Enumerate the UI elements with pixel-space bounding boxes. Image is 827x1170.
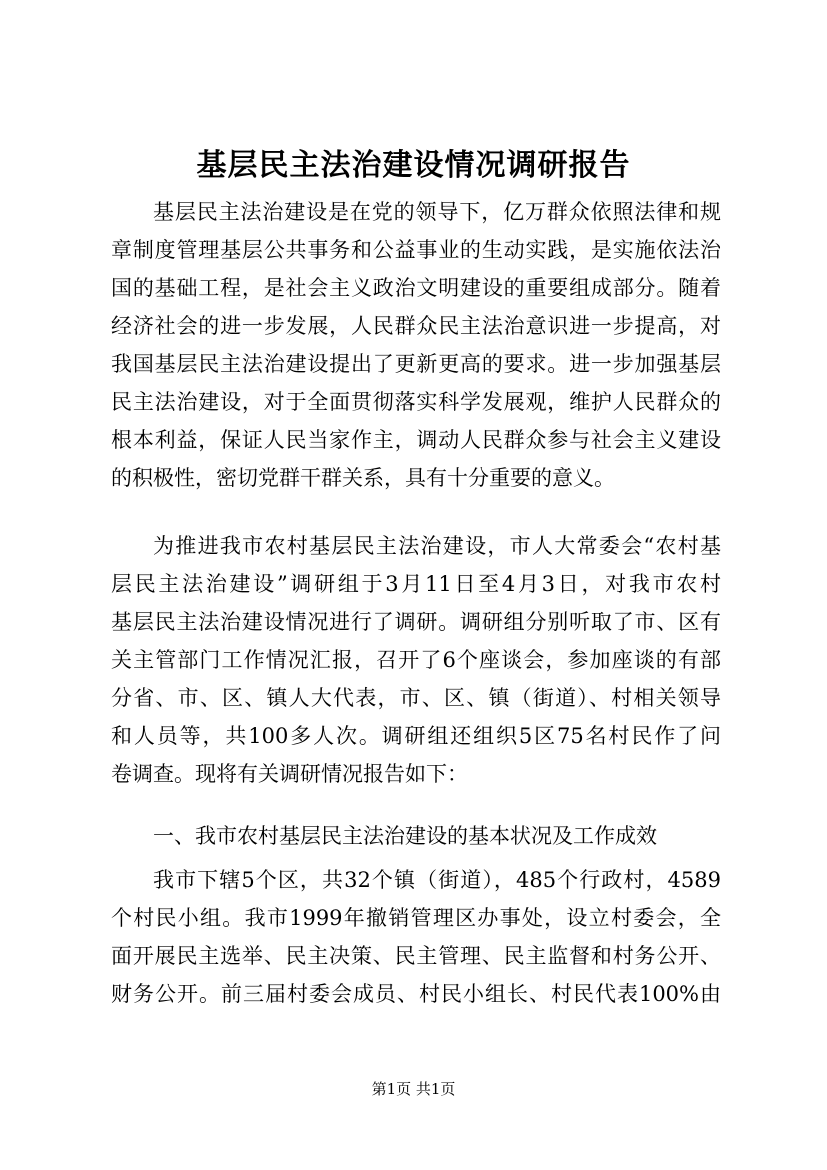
body-line: 面开展民主选举、民主决策、民主管理、民主监督和村务公开、 [111, 944, 721, 968]
body-line: 经济社会的进一步发展，人民群众民主法治意识进一步提高，对 [111, 314, 721, 338]
body-line: 个村民小组。我市1999年撤销管理区办事处，设立村委会，全 [111, 906, 721, 930]
body-line: 卷调查。现将有关调研情况报告如下： [111, 762, 468, 786]
body-line: 我国基层民主法治建设提出了更新更高的要求。进一步加强基层 [111, 352, 721, 376]
body-line: 根本利益，保证人民当家作主，调动人民群众参与社会主义建设 [111, 428, 721, 452]
body-line: 分省、市、区、镇人大代表，市、区、镇（街道）、村相关领导 [111, 686, 721, 710]
body-line: 关主管部门工作情况汇报，召开了6个座谈会，参加座谈的有部 [111, 648, 721, 672]
page-number: 第1页 共1页 [371, 1080, 456, 1098]
body-line: 的积极性，密切党群干群关系，具有十分重要的意义。 [111, 466, 615, 490]
body-line: 和人员等，共100多人次。调研组还组织5区75名村民作了问 [111, 724, 721, 748]
body-line: 基层民主法治建设是在党的领导下，亿万群众依照法律和规 [153, 200, 721, 224]
body-line: 我市下辖5个区，共32个镇（街道），485个行政村，4589 [153, 868, 721, 892]
body-line: 层民主法治建设”调研组于3月11日至4月3日，对我市农村 [111, 572, 721, 596]
body-line: 为推进我市农村基层民主法治建设，市人大常委会“农村基 [153, 534, 721, 558]
body-line: 财务公开。前三届村委会成员、村民小组长、村民代表100%由 [111, 982, 721, 1006]
section-heading: 一、我市农村基层民主法治建设的基本状况及工作成效 [153, 824, 657, 848]
body-line: 章制度管理基层公共事务和公益事业的生动实践，是实施依法治 [111, 238, 721, 262]
document-title: 基层民主法治建设情况调研报告 [196, 148, 631, 183]
body-line: 民主法治建设，对于全面贯彻落实科学发展观，维护人民群众的 [111, 390, 721, 414]
body-line: 基层民主法治建设情况进行了调研。调研组分别听取了市、区有 [111, 610, 721, 634]
body-line: 国的基础工程，是社会主义政治文明建设的重要组成部分。随着 [111, 276, 721, 300]
